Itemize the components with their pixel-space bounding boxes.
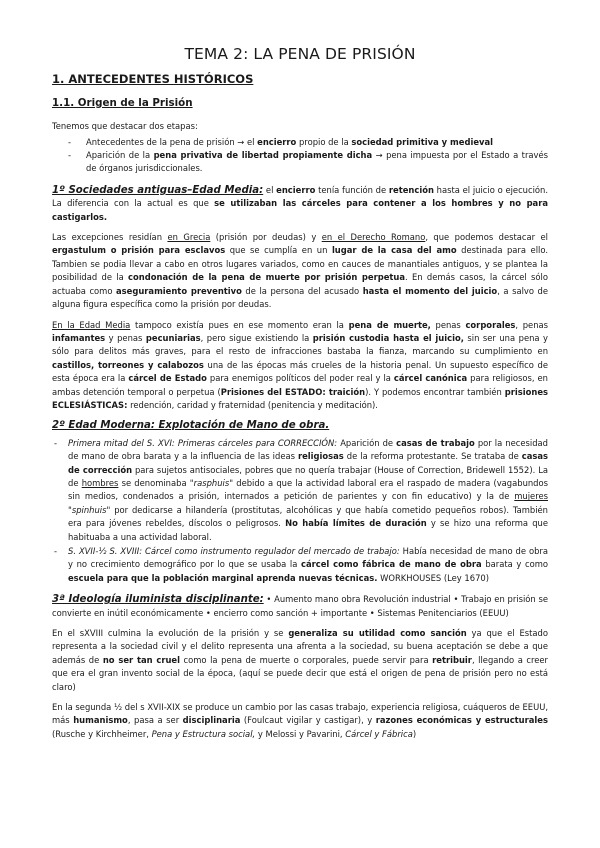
edad-moderna-list bbox=[52, 437, 548, 585]
paragraph-siglo-xviii: En el sXVIII culmina la evolución de la prisión y se generaliza su utilidad como sanción ya que el Estado representa a la sociedad civil y el delito representa una afrenta a la sociedad, su buena aceptación se debe a que además de no ser tan cruel como la pena de muerte o corporales, puede servir para retribuir, llegando a creer que era el gran invento social de la época, (aquí se puede decir que está el origen de pena de prisión pero no está claro) bbox=[52, 628, 548, 692]
intro-paragraph: Tenemos que destacar dos etapas: bbox=[52, 121, 198, 132]
arrow-icon: → bbox=[237, 136, 245, 147]
section-heading-antecedentes: 1. ANTECEDENTES HISTÓRICOS bbox=[52, 72, 254, 87]
paragraph-ideologia-iluminista: 3ª Ideología iluminista disciplinante: • Aumento mano obra Revolución industrial • Trabajo en prisión se convierte en inútil económicamente • encierro como sanción + importante • Sistemas Penitenciarios (EEUU) bbox=[52, 594, 548, 618]
heading-edad-moderna: 2º Edad Moderna: Explotación de Mano de obra. bbox=[52, 420, 330, 432]
heading-sociedades-antiguas: 1º Sociedades antiguas–Edad Media: bbox=[52, 184, 264, 196]
stage-item-2: - Aparición de la pena privativa de libertad propiamente dicha → pena impuesta por el Estado a través de órganos jurisdiccionales. bbox=[68, 149, 548, 176]
list-item-siglo-xvii: - S. XVII-½ S. XVIII: Cárcel como instrumento regulador del mercado de trabajo: Había necesidad de mano de obra y no crecimiento demográfico por lo que se usaba la cárcel como fábrica de mano de obra barata y como escuela para que la población marginal aprenda nuevas técnicas. WORKHOUSES (Ley 1670) bbox=[52, 545, 548, 585]
stages-list bbox=[52, 136, 548, 176]
arrow-icon: → bbox=[372, 150, 387, 161]
paragraph-excepciones: Las excepciones residían en Grecia (prisión por deudas) y en el Derecho Romano, que podemos destacar el ergastulum o prisión para esclavos que se cumplía en un lugar de la casa del amo destinada para ello. Tambien se podia llevar a cabo en otros lugares variados, como en cauces de manantiales antiguos, y se plantea la posibilidad de la condonación de la pena de muerte por prisión perpetua. En demás casos, la cárcel sólo actuaba como aseguramiento preventivo de la persona del acusado hasta el momento del juicio, a salvo de alguna figura específica como la prisión por deudas. bbox=[52, 232, 548, 310]
subsection-heading-origen: 1.1. Origen de la Prisión bbox=[52, 96, 193, 109]
paragraph-sociedades-antiguas: 1º Sociedades antiguas–Edad Media: el encierro tenía función de retención hasta el juicio o ejecución. La diferencia con la actual es que se utilizaban las cárceles para contener a los hombres y no para castigarlos. bbox=[52, 184, 549, 222]
paragraph-edad-media: En la Edad Media tampoco existía pues en ese momento eran la pena de muerte, penas corporales, penas infamantes y penas pecuniarias, pero sigue existiendo la prisión custodia hasta el juicio, sin ser una pena y sólo para delitos más graves, para el resto de infracciones bastaba la fianza, marcando su cumplimiento en castillos, torreones y calabozos una de las épocas más crueles de la historia penal. Un supuesto específico de esta época era la cárcel de Estado para enemigos políticos del poder real y la cárcel canónica para religiosos, en ambas detención temporal o perpetua (Prisiones del ESTADO: traición). Y podemos encontrar también prisiones ECLESIÁSTICAS: redención, caridad y fraternidad (penitencia y meditación). bbox=[52, 319, 549, 410]
stage-item-1: - Antecedentes de la pena de prisión → el encierro propio de la sociedad primitiva y medieval bbox=[68, 136, 548, 149]
list-item-siglo-xvi: - Primera mitad del S. XVI: Primeras cárceles para CORRECCIÓN: Aparición de casas de trabajo por la necesidad de mano de obra barata y a la influencia de las ideas religiosas de la reforma protestante. Se trataba de casas de corrección para sujetos antisociales, pobres que no quería trabajar (House of Correction, Bridewell 1552). La de hombres se denominaba "rasphuis" debido a que la actividad laboral era el raspado de madera (vagabundos sin medios, condenados a prisión, internados a petición de parientes y con fin educativo) y la de mujeres "spinhuis" por dedicarse a hilandería (prostitutas, alcohólicas y que había cometido pequeños robos). También era para jóvenes rebeldes, díscolos o peligrosos. No había límites de duración y se hizo una reforma que habituaba a una actividad laboral. bbox=[52, 437, 548, 544]
page-title: TEMA 2: LA PENA DE PRISIÓN bbox=[184, 45, 416, 63]
paragraph-segunda-mitad: En la segunda ½ del s XVII-XIX se produce un cambio por las casas trabajo, experiencia religiosa, cuáqueros de EEUU, más humanismo, pasa a ser disciplinaria (Foulcaut vigilar y castigar), y razones económicas y estructurales (Rusche y Kirchheimer, Pena y Estructura social, y Melossi y Pavarini, Cárcel y Fábrica) bbox=[52, 702, 548, 739]
heading-ideologia-iluminista: 3ª Ideología iluminista disciplinante: bbox=[52, 594, 264, 606]
